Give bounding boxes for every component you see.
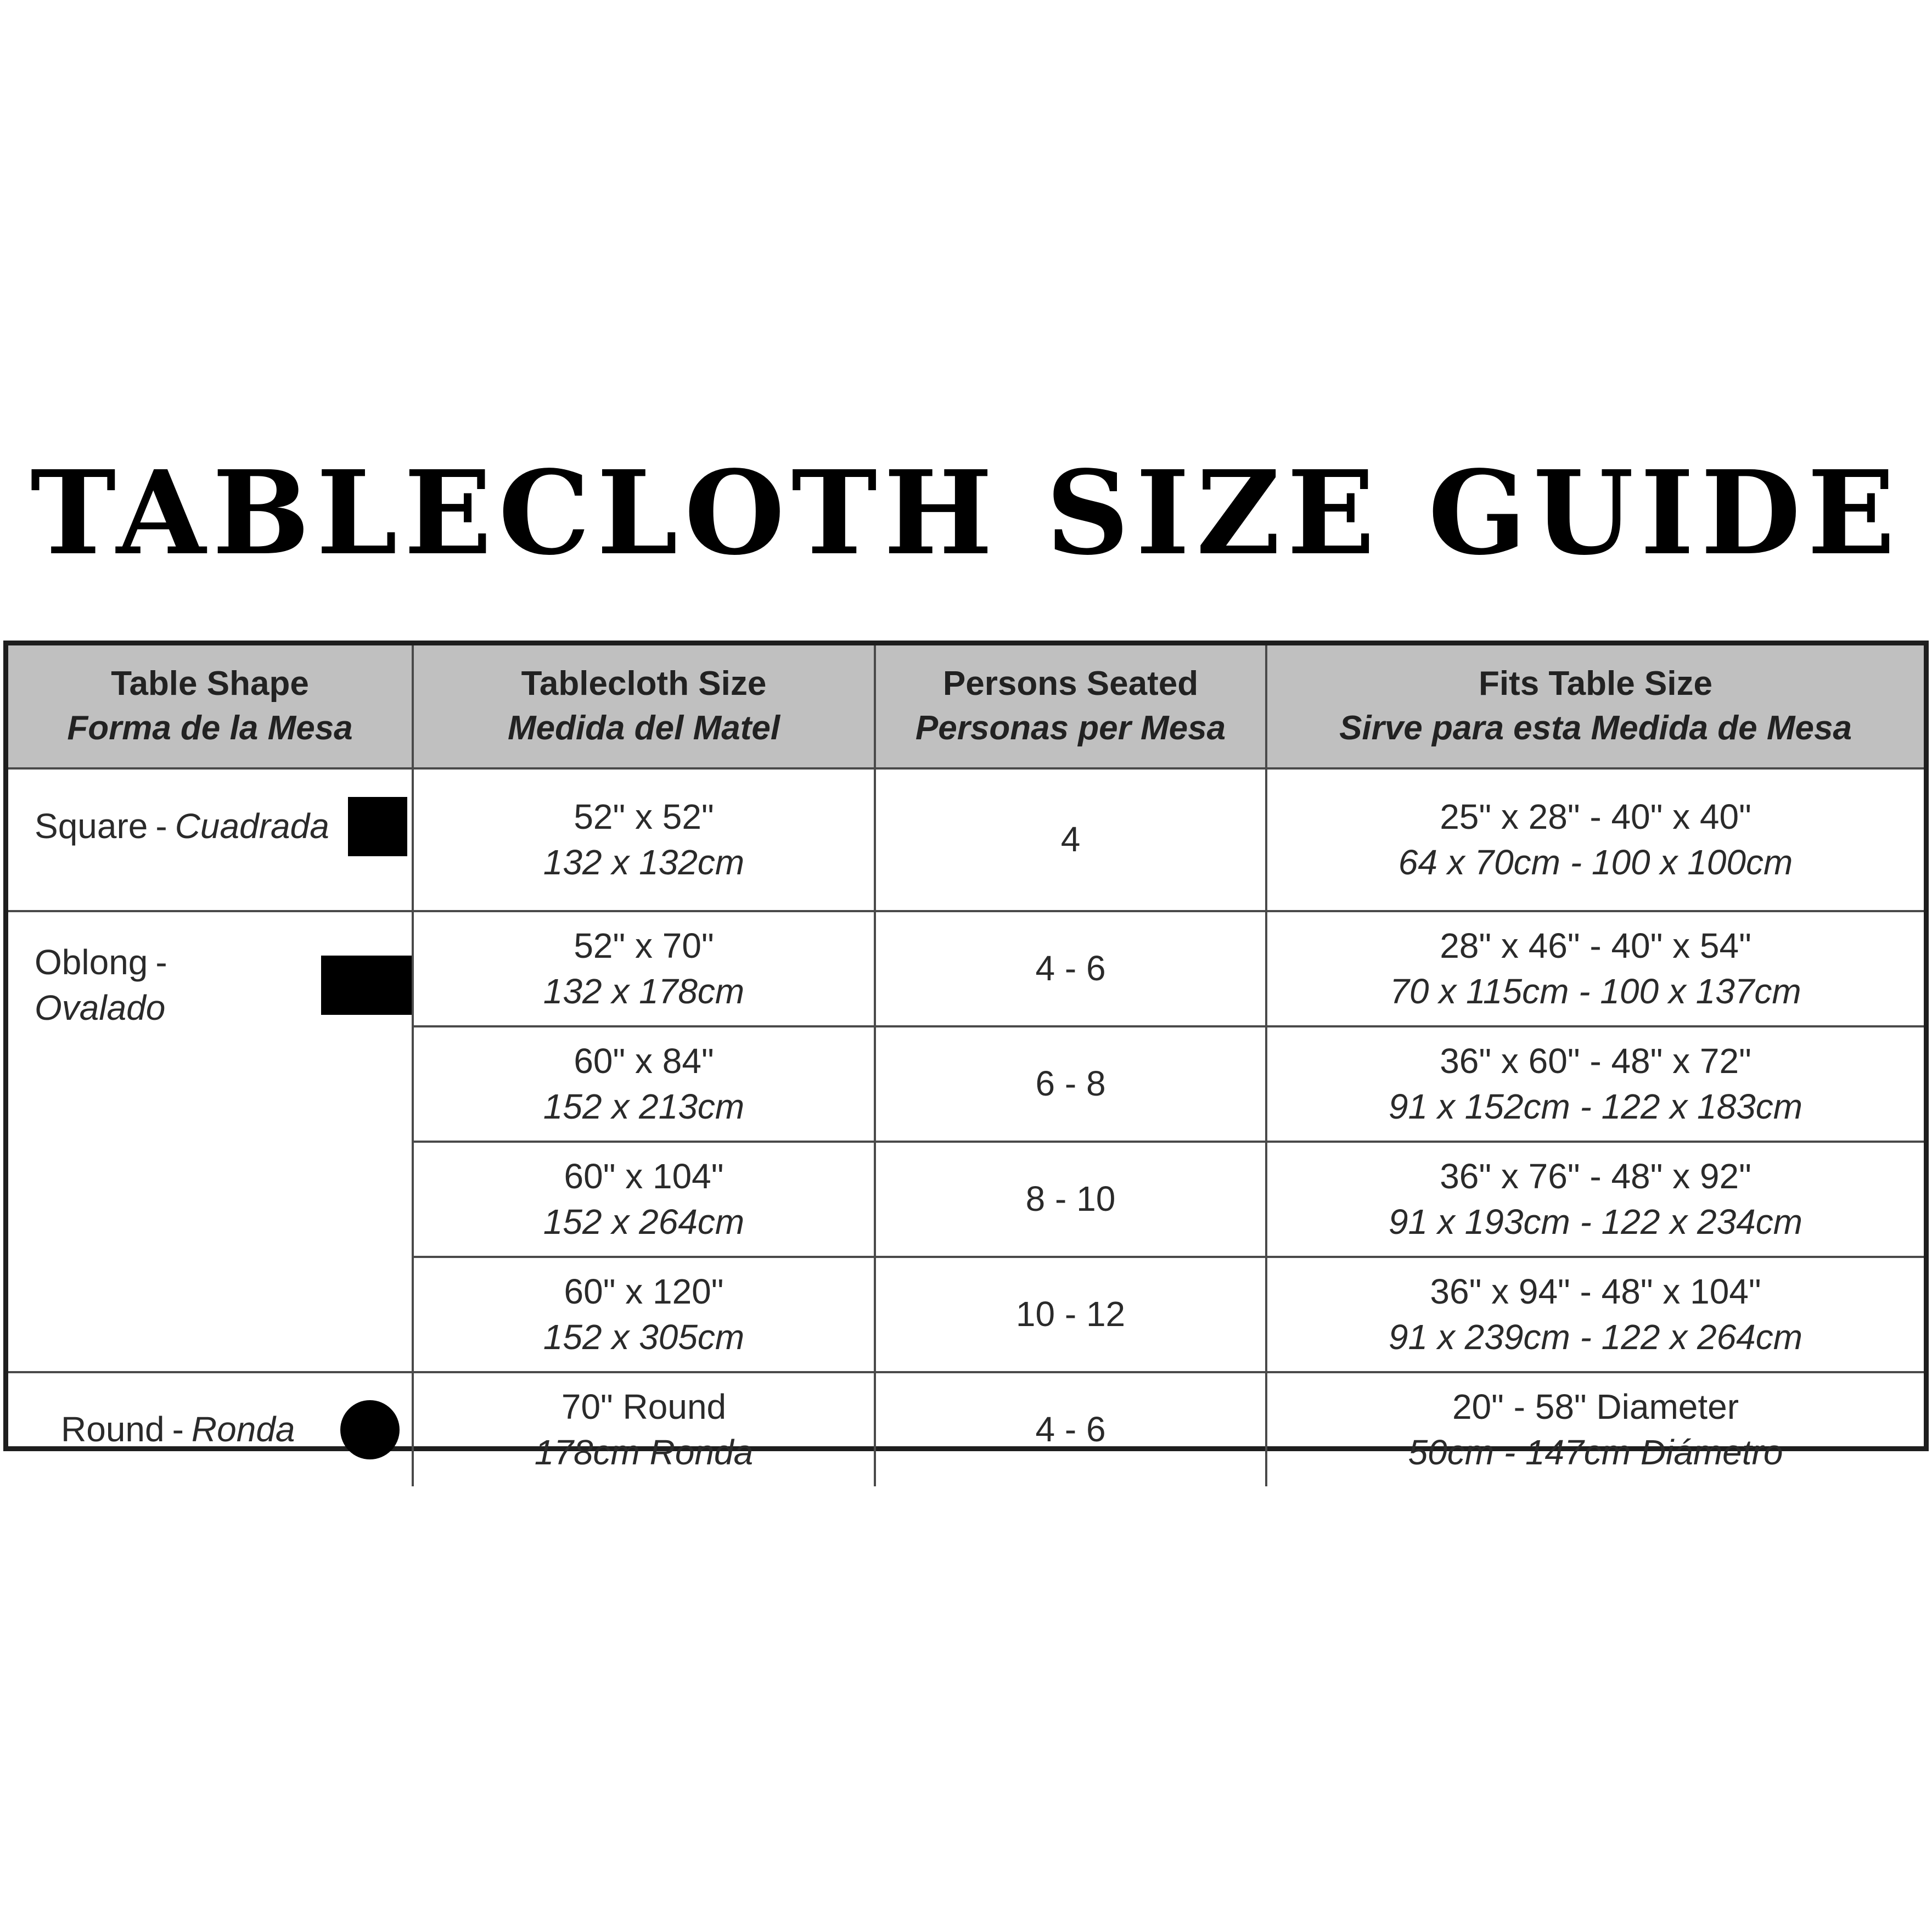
tablecloth-size-cell: 60" x 84" 152 x 213cm [413, 1026, 875, 1142]
header-table-shape: Table Shape Forma de la Mesa [8, 645, 413, 768]
tablecloth-size-cell: 60" x 104" 152 x 264cm [413, 1142, 875, 1257]
tablecloth-size-cell: 52" x 52" 132 x 132cm [413, 768, 875, 911]
fits-table-size-cell: 25" x 28" - 40" x 40" 64 x 70cm - 100 x 100cm [1266, 768, 1924, 911]
fits-table-size-cell: 28" x 46" - 40" x 54" 70 x 115cm - 100 x 137cm [1266, 911, 1924, 1026]
tablecloth-size-cell: 70" Round 178cm Ronda [413, 1372, 875, 1486]
persons-seated-cell: 4 - 6 [875, 1372, 1266, 1486]
size-guide-table [3, 641, 1929, 1472]
header-row [8, 645, 1924, 768]
shape-label: Oblong -Ovalado [35, 942, 167, 1028]
fits-table-size-cell: 36" x 94" - 48" x 104" 91 x 239cm - 122 x 264cm [1266, 1257, 1924, 1372]
oblong-shape-icon [321, 956, 412, 1015]
tablecloth-size-cell: 60" x 120" 152 x 305cm [413, 1257, 875, 1372]
page-title: TABLECLOTH SIZE GUIDE [30, 445, 1902, 581]
table-row [8, 1372, 1924, 1486]
header-tablecloth-size: Tablecloth Size Medida del Matel [413, 645, 875, 768]
table-row [8, 911, 1924, 1026]
shape-label: Round - Ronda [61, 1409, 295, 1450]
header-persons-seated: Persons Seated Personas per Mesa [875, 645, 1266, 768]
circle-shape-icon [340, 1400, 400, 1459]
square-shape-icon [348, 797, 407, 856]
persons-seated-cell: 8 - 10 [875, 1142, 1266, 1257]
tablecloth-size-cell: 52" x 70" 132 x 178cm [413, 911, 875, 1026]
persons-seated-cell: 6 - 8 [875, 1026, 1266, 1142]
persons-seated-cell: 4 - 6 [875, 911, 1266, 1026]
shape-cell-round [8, 1372, 413, 1486]
header-fits-table-size: Fits Table Size Sirve para esta Medida de Mesa [1266, 645, 1924, 768]
shape-cell-oblong [8, 911, 413, 1372]
fits-table-size-cell: 36" x 76" - 48" x 92" 91 x 193cm - 122 x 234cm [1266, 1142, 1924, 1257]
table-row [8, 768, 1924, 911]
shape-label: Square - Cuadrada [35, 806, 329, 846]
shape-cell-square [8, 768, 413, 911]
fits-table-size-cell: 36" x 60" - 48" x 72" 91 x 152cm - 122 x 183cm [1266, 1026, 1924, 1142]
persons-seated-cell: 4 [875, 768, 1266, 911]
persons-seated-cell: 10 - 12 [875, 1257, 1266, 1372]
fits-table-size-cell: 20" - 58" Diameter 50cm - 147cm Diámetro [1266, 1372, 1924, 1486]
